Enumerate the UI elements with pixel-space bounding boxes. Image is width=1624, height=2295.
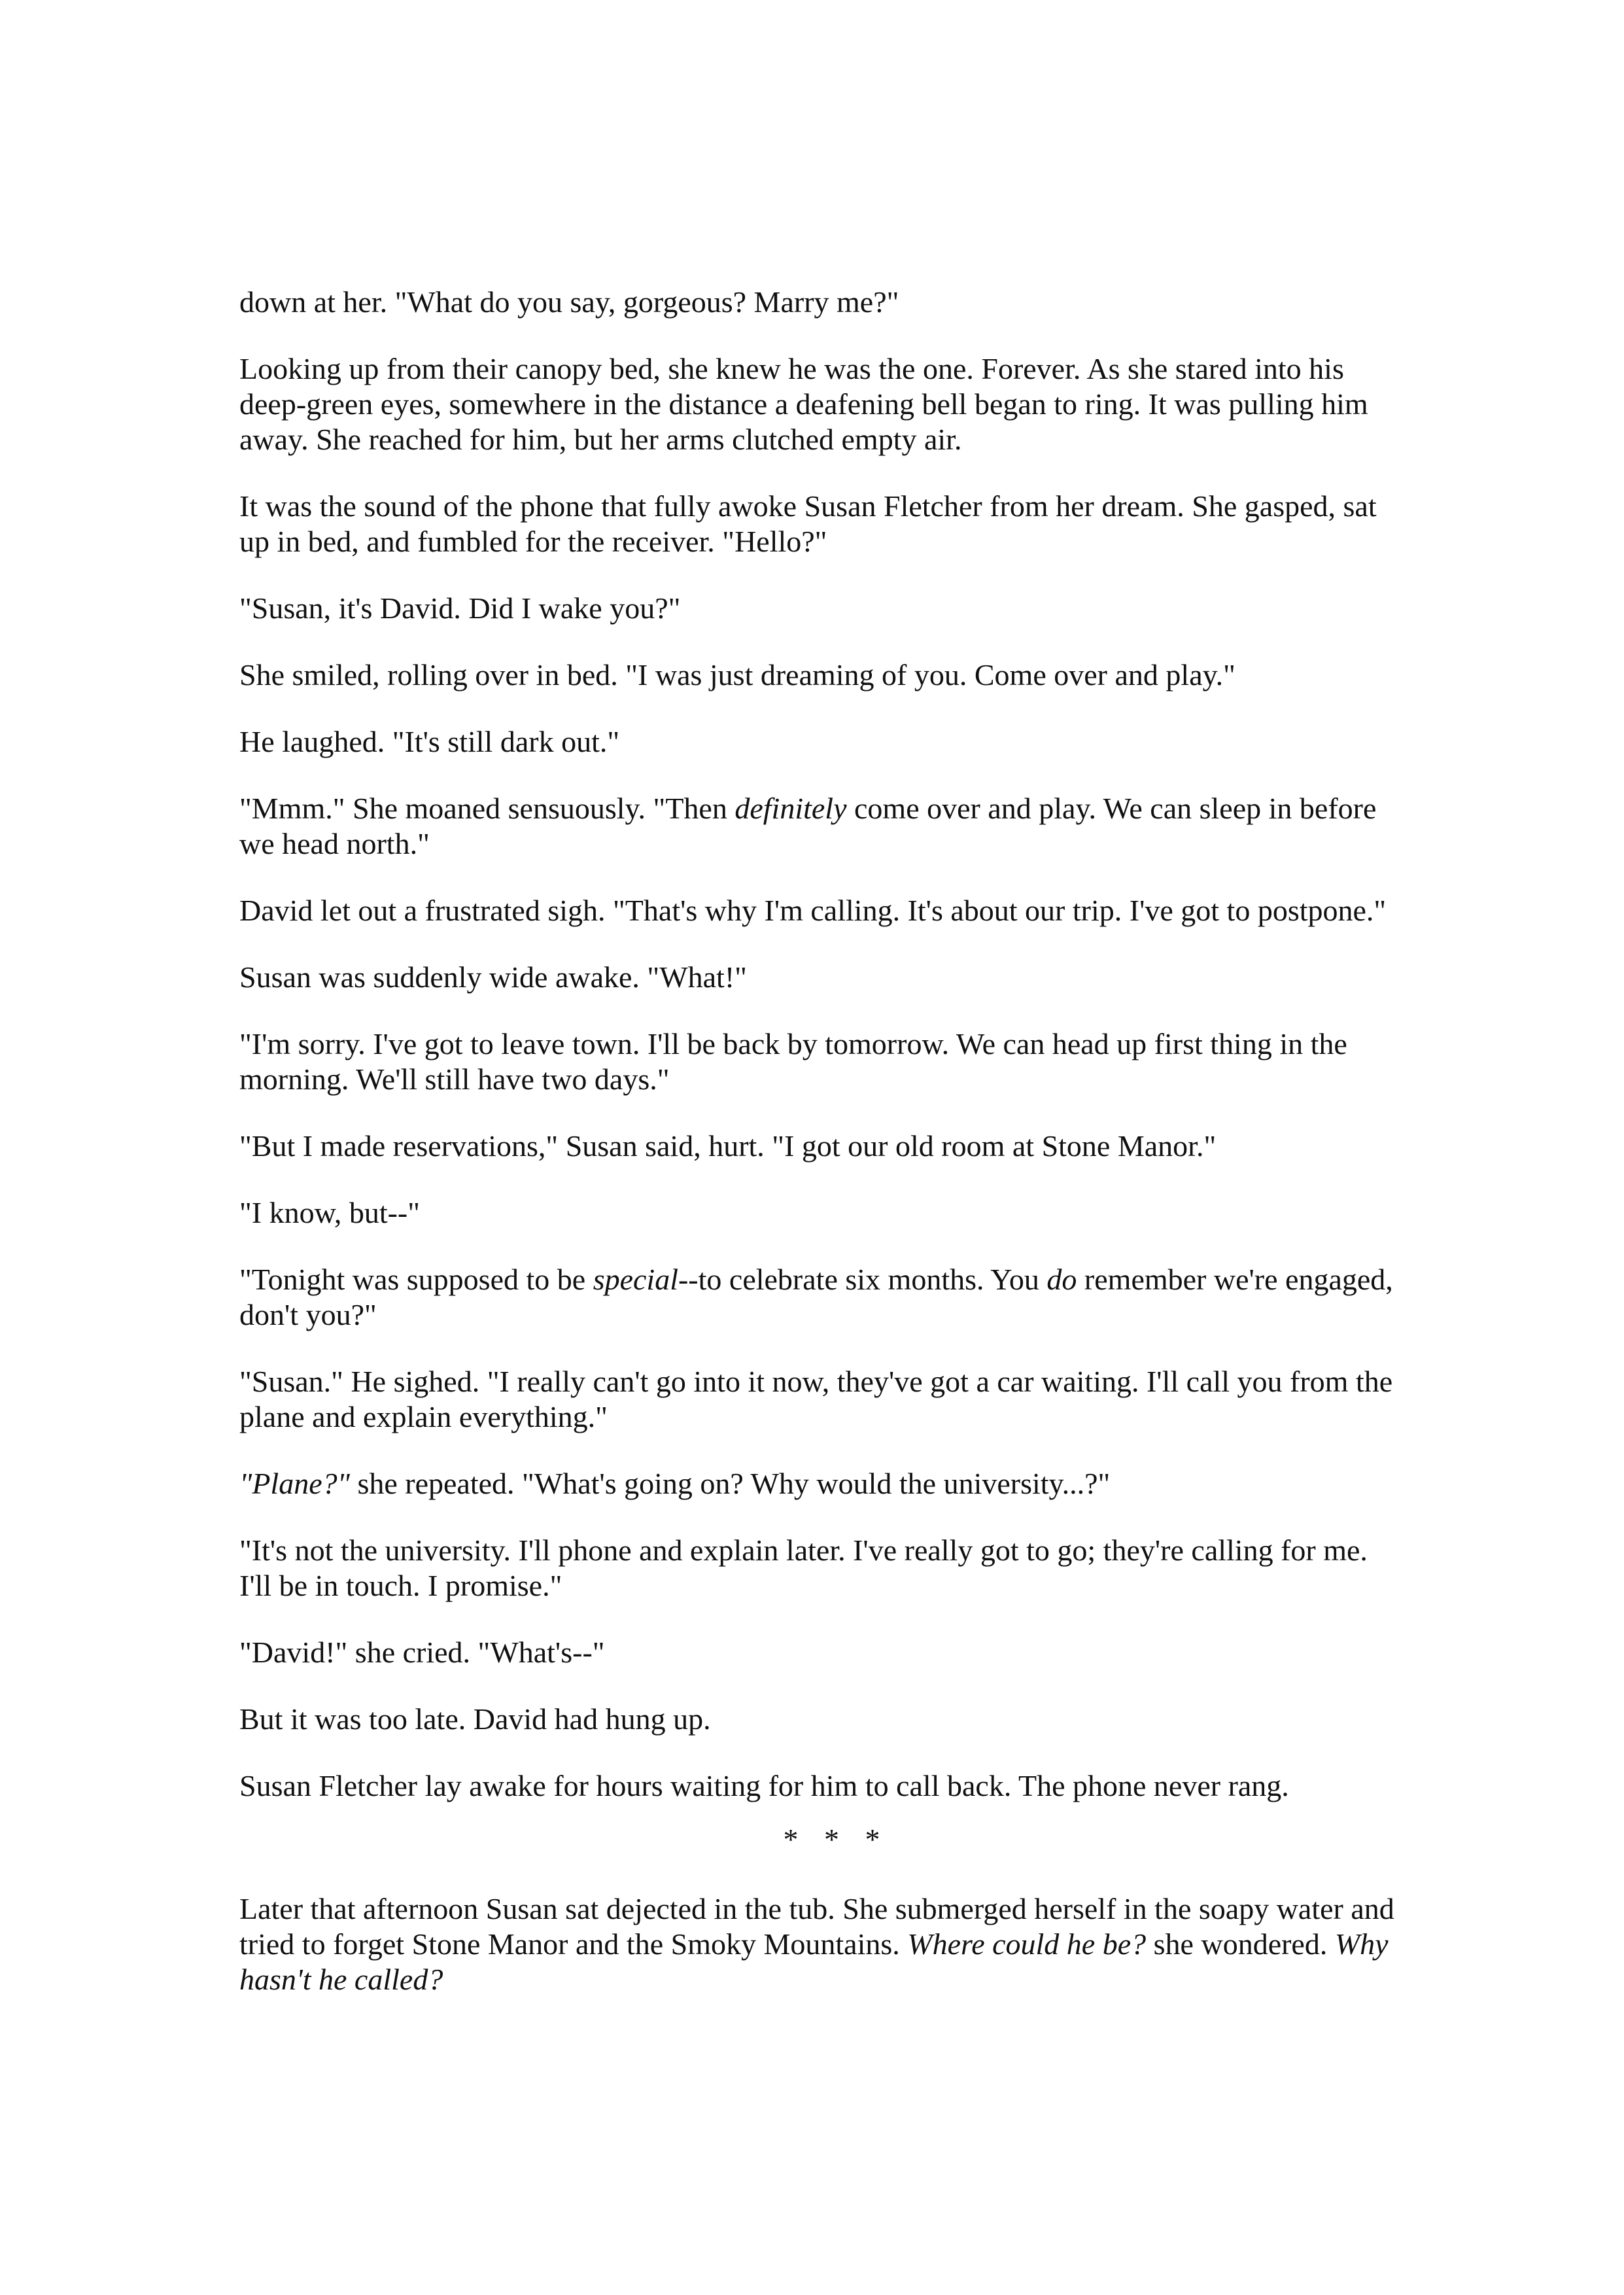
text-run: "I know, but--" [239,1196,421,1229]
text-run: "David!" she cried. "What's--" [239,1636,605,1669]
paragraph [239,960,1400,995]
paragraph [239,1533,1400,1603]
text-run: Looking up from their canopy bed, she knew he was the one. Forever. As she stared into his deep-green eyes, somewhere in the distance a deafening bell began to ring. It was pulling him away. She reached for him, but her arms clutched empty air. [239,352,1368,456]
paragraph [239,1262,1400,1333]
paragraph [239,1129,1400,1164]
text-run: she repeated. "What's going on? Why would the university...?" [349,1467,1111,1500]
text-run: "It's not the university. I'll phone and explain later. I've really got to go; they're calling for me. I'll be in touch. I promise." [239,1533,1368,1602]
italic-text: definitely [734,792,847,825]
italic-text: "Plane?" [239,1467,350,1500]
paragraph [239,489,1400,559]
paragraph [239,1891,1400,1997]
text-run: "Susan." He sighed. "I really can't go into it now, they've got a car waiting. I'll call you from the plane and explain everything." [239,1365,1393,1433]
paragraph [239,1635,1400,1670]
paragraph [239,893,1400,928]
italic-text: Where could he be? [907,1927,1147,1961]
paragraphs-after-break [239,1891,1400,1997]
text-run: Susan Fletcher lay awake for hours waiting for him to call back. The phone never rang. [239,1769,1289,1802]
text-run: come over and play. We can sleep in before we head north." [239,792,1377,860]
paragraph [239,791,1400,862]
text-run: remember we're engaged, don't you?" [239,1263,1393,1331]
paragraph [239,1702,1400,1737]
text-run: Susan was suddenly wide awake. "What!" [239,960,747,994]
text-run: "I'm sorry. I've got to leave town. I'll be back by tomorrow. We can head up first thing in the morning. We'll still have two days." [239,1027,1347,1096]
paragraph [239,1195,1400,1231]
paragraph [239,591,1400,626]
paragraph [239,351,1400,457]
scene-break: * * * [783,1823,890,1856]
italic-text: do [1046,1263,1077,1296]
paragraph [239,657,1400,693]
text-run: He laughed. "It's still dark out." [239,725,620,758]
text-run: She smiled, rolling over in bed. "I was just dreaming of you. Come over and play." [239,658,1235,692]
text-run: It was the sound of the phone that fully awoke Susan Fletcher from her dream. She gasped, sat up in bed, and fumbled for the receiver. "Hello?" [239,489,1377,558]
text-run: down at her. "What do you say, gorgeous? Marry me?" [239,285,899,319]
text-run: Later that afternoon Susan sat dejected in the tub. She submerged herself in the soapy water and tried to forget Stone Manor and the Smoky Mountains. [239,1892,1394,1961]
paragraphs-before-break [239,285,1400,1804]
text-run: "Susan, it's David. Did I wake you?" [239,591,681,625]
body-text [239,285,1400,2029]
text-run: --to celebrate six months. You [678,1263,1047,1296]
paragraph [239,1768,1400,1804]
paragraph [239,1466,1400,1501]
italic-text: Why hasn't he called? [239,1927,1389,1996]
paragraph [239,724,1400,760]
paragraph [239,285,1400,320]
text-run: "Tonight was supposed to be [239,1263,593,1296]
italic-text: special [593,1263,678,1296]
paragraph [239,1364,1400,1435]
text-run: "But I made reservations," Susan said, hurt. "I got our old room at Stone Manor." [239,1129,1217,1163]
text-run: she wondered. [1146,1927,1335,1961]
paragraph [239,1026,1400,1097]
text-run: David let out a frustrated sigh. "That's why I'm calling. It's about our trip. I've got to postpone." [239,894,1387,927]
text-run: But it was too late. David had hung up. [239,1702,711,1736]
text-run: "Mmm." She moaned sensuously. "Then [239,792,735,825]
